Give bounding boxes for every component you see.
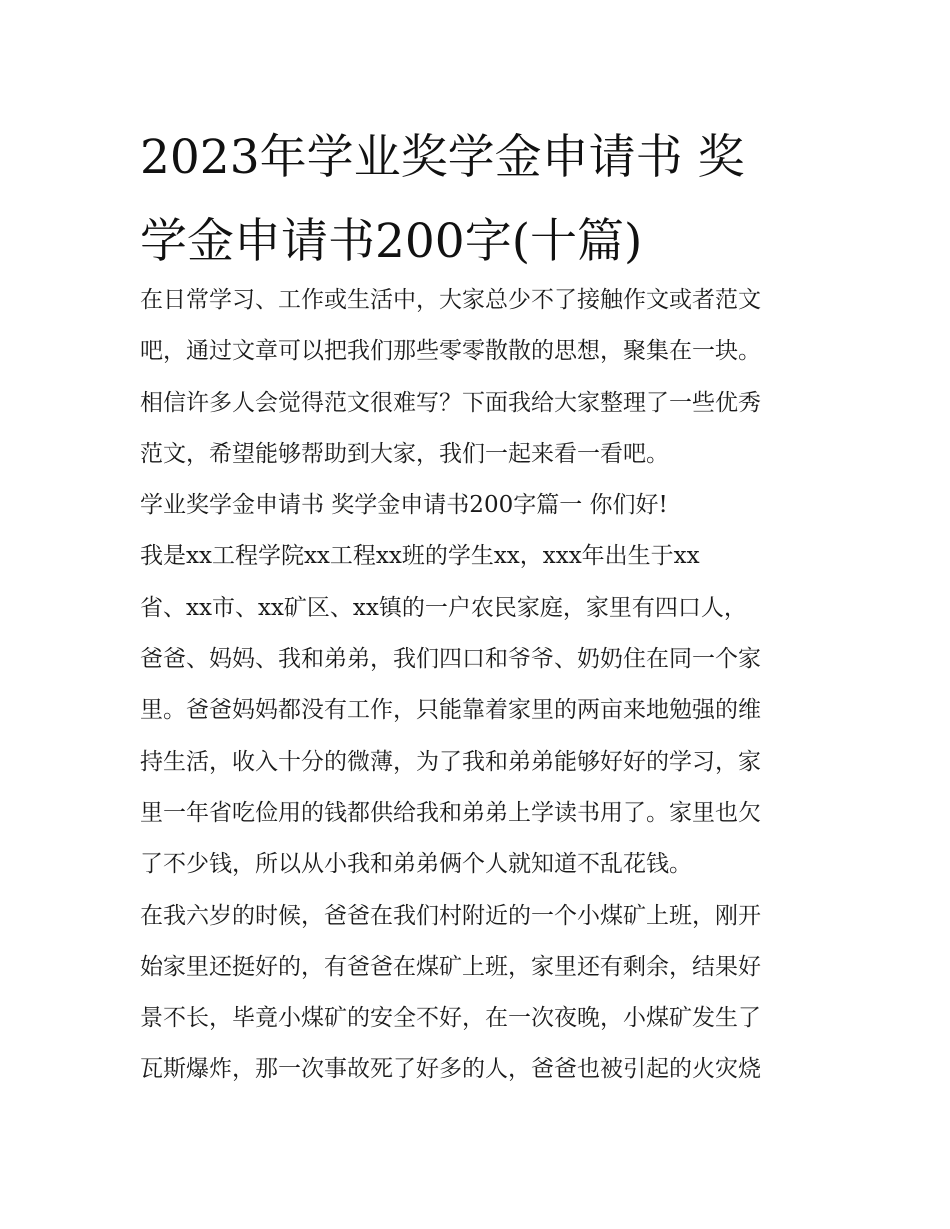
body-line-12: 了不少钱，所以从小我和弟弟俩个人就知道不乱花钱。 [140,851,692,878]
body-line-11: 里一年省吃俭用的钱都供给我和弟弟上学读书用了。家里也欠 [140,799,761,826]
body-line-4: 范文，希望能够帮助到大家，我们一起来看一看吧。 [140,440,669,467]
body-line-15: 景不长，毕竟小煤矿的安全不好，在一次夜晚，小煤矿发生了 [140,1005,761,1032]
body-line-16: 瓦斯爆炸，那一次事故死了好多的人，爸爸也被引起的火灾烧 [140,1056,761,1083]
body-line-8: 爸爸、妈妈、我和弟弟，我们四口和爷爷、奶奶住在同一个家 [140,646,761,673]
body-line-14: 始家里还挺好的，有爸爸在煤矿上班，家里还有剩余，结果好 [140,953,761,980]
document-title [140,116,820,284]
body-line-13: 在我六岁的时候，爸爸在我们村附近的一个小煤矿上班，刚开 [140,902,761,929]
body-line-10: 持生活，收入十分的微薄，为了我和弟弟能够好好的学习，家 [140,748,761,775]
title-line-2: 学金申请书200字(十篇) [140,214,643,269]
body-line-6: 我是xx工程学院xx工程xx班的学生xx，xxx年出生于xx [140,543,700,570]
body-line-2: 吧，通过文章可以把我们那些零零散散的思想，聚集在一块。 [140,338,761,365]
body-line-7: 省、xx市、xx矿区、xx镇的一户农民家庭，家里有四口人， [140,594,747,621]
body-line-5: 学业奖学金申请书 奖学金申请书200字篇一 你们好! [140,492,668,519]
body-line-1: 在日常学习、工作或生活中，大家总少不了接触作文或者范文 [140,287,761,313]
body-line-3: 相信许多人会觉得范文很难写？下面我给大家整理了一些优秀 [140,389,761,416]
title-line-1: 2023年学业奖学金申请书 奖 [140,130,745,185]
body-line-9: 里。爸爸妈妈都没有工作，只能靠着家里的两亩来地勉强的维 [140,697,761,724]
document-body [140,275,830,1096]
